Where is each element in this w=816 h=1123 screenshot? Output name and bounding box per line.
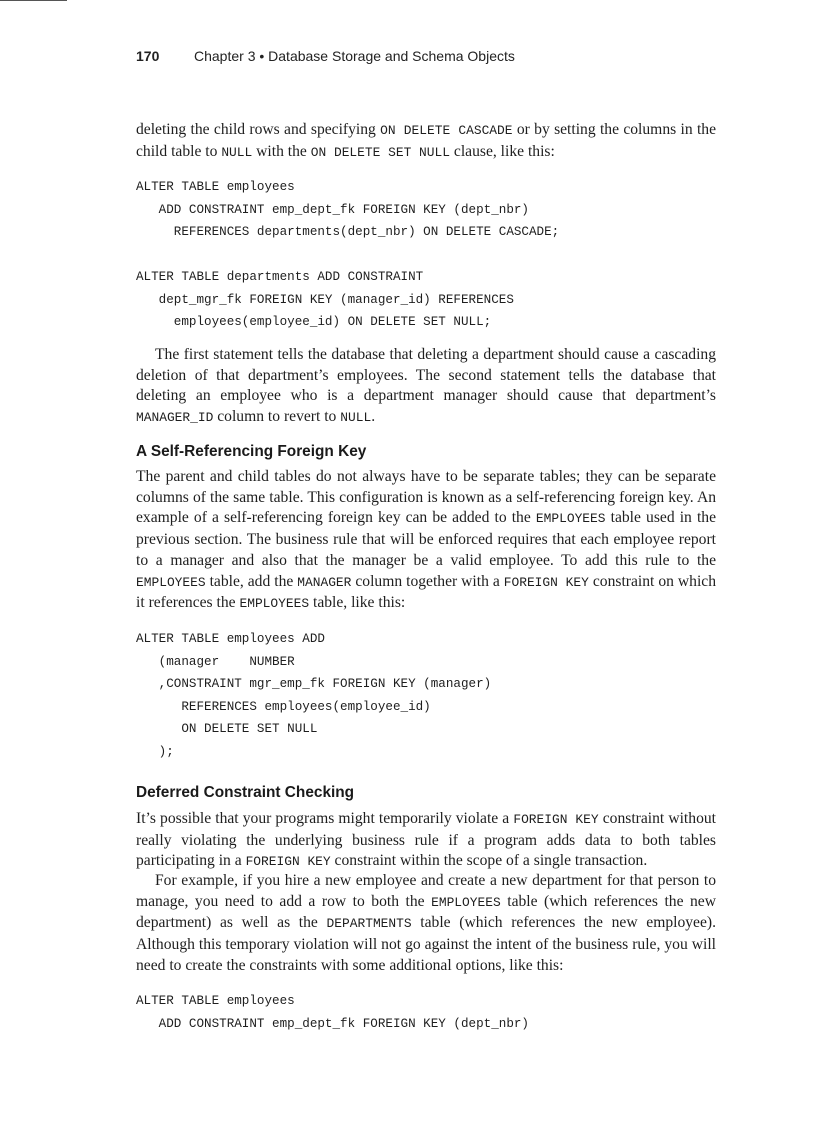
code-line: (manager NUMBER bbox=[136, 654, 295, 669]
code-line: ADD CONSTRAINT emp_dept_fk FOREIGN KEY (dept_nbr) bbox=[136, 1016, 529, 1031]
code-line: employees(employee_id) ON DELETE SET NULL; bbox=[136, 315, 492, 329]
text-run: column together with a bbox=[351, 572, 504, 590]
text-run: constraint within the scope of a single transaction. bbox=[330, 852, 648, 870]
page-number: 170 bbox=[136, 48, 160, 64]
running-title: Chapter 3 • Database Storage and Schema Objects bbox=[194, 48, 515, 64]
text-run: The parent and child tables do not always have to be separate tables; they can be separate columns of the same table. This configuration is known as a self-referencing foreign key. An example of a self-referencing foreign key can be added to the bbox=[136, 468, 716, 527]
text-run: For example, if you hire a new employee and create a new department for that person to manage, you need to add a row to both the bbox=[136, 872, 716, 910]
paragraph-cascade-intro bbox=[136, 120, 716, 163]
inline-code: EMPLOYEES bbox=[535, 511, 606, 527]
inline-code: DEPARTMENTS bbox=[326, 916, 412, 932]
text-run: table, like this: bbox=[309, 594, 406, 612]
inline-code: MANAGER_ID bbox=[136, 410, 214, 426]
text-run: deleting the child rows and specifying bbox=[136, 121, 381, 138]
corner-rule bbox=[0, 0, 67, 1]
running-header bbox=[136, 48, 515, 64]
paragraph-deferred-example bbox=[136, 871, 716, 977]
code-line: ,CONSTRAINT mgr_emp_fk FOREIGN KEY (manager) bbox=[136, 677, 492, 691]
text-run: It’s possible that your programs might temporarily violate a bbox=[136, 810, 514, 827]
inline-code: ON DELETE SET NULL bbox=[310, 144, 450, 160]
text-run: . bbox=[371, 408, 376, 426]
code-block-cascade bbox=[136, 176, 559, 244]
text-run: table (which references the new department) as well as the bbox=[136, 892, 716, 932]
code-line: REFERENCES employees(employee_id) bbox=[136, 699, 431, 714]
inline-code: ON DELETE CASCADE bbox=[380, 123, 513, 138]
code-line: ADD CONSTRAINT emp_dept_fk FOREIGN KEY (dept_nbr) bbox=[136, 202, 529, 217]
inline-code: FOREIGN KEY bbox=[245, 854, 331, 870]
paragraph-statements-explained bbox=[136, 345, 716, 429]
code-line: ON DELETE SET NULL bbox=[136, 722, 318, 736]
text-run: table (which references the new employee). Although this temporary violation will not go against the intent of the business rule, you will need to create the constraints with some additional options, like this: bbox=[136, 914, 716, 974]
inline-code: NULL bbox=[340, 410, 372, 426]
inline-code: FOREIGN KEY bbox=[503, 574, 589, 590]
code-line: ALTER TABLE departments ADD CONSTRAINT bbox=[136, 270, 424, 284]
inline-code: NULL bbox=[221, 144, 253, 160]
code-line: ALTER TABLE employees bbox=[136, 180, 295, 194]
code-line: ALTER TABLE employees bbox=[136, 994, 295, 1008]
text-run: with the bbox=[252, 142, 311, 160]
text-run: constraint on which it references the bbox=[136, 572, 716, 612]
inline-code: EMPLOYEES bbox=[136, 574, 206, 590]
code-block-set-null bbox=[136, 266, 514, 334]
text-run: table used in the previous section. The business rule that will be enforced requires that each employee report to a manager and also that the manager be a valid employee. To add this rule to the bbox=[136, 509, 716, 569]
section-heading-self-referencing: A Self-Referencing Foreign Key bbox=[136, 443, 367, 460]
text-run: clause, like this: bbox=[450, 142, 555, 160]
inline-code: FOREIGN KEY bbox=[513, 812, 599, 827]
code-block-deferred bbox=[136, 990, 529, 1035]
code-line: REFERENCES departments(dept_nbr) ON DELETE CASCADE; bbox=[136, 225, 560, 239]
code-line: ); bbox=[136, 744, 174, 759]
inline-code: EMPLOYEES bbox=[431, 894, 501, 910]
paragraph-deferred-intro bbox=[136, 809, 716, 873]
paragraph-self-referencing bbox=[136, 467, 716, 615]
section-heading-deferred: Deferred Constraint Checking bbox=[136, 784, 355, 801]
code-line: dept_mgr_fk FOREIGN KEY (manager_id) REFERENCES bbox=[136, 292, 514, 307]
inline-code: MANAGER bbox=[297, 574, 352, 590]
text-run: The first statement tells the database that deleting a department should cause a cascading deletion of that department’s employees. The second statement tells the database that deleting an employee who is a department manager should cause that department’s bbox=[136, 346, 716, 405]
text-run: constraint without really violating the underlying business rule if a program adds data to both tables participating in a bbox=[136, 810, 716, 870]
text-run: or by setting the columns in the child table to bbox=[136, 121, 716, 160]
text-run: column to revert to bbox=[213, 408, 341, 426]
inline-code: EMPLOYEES bbox=[239, 596, 310, 612]
text-run: table, add the bbox=[205, 572, 298, 590]
code-block-self-referencing bbox=[136, 628, 491, 763]
code-line: ALTER TABLE employees ADD bbox=[136, 632, 325, 646]
